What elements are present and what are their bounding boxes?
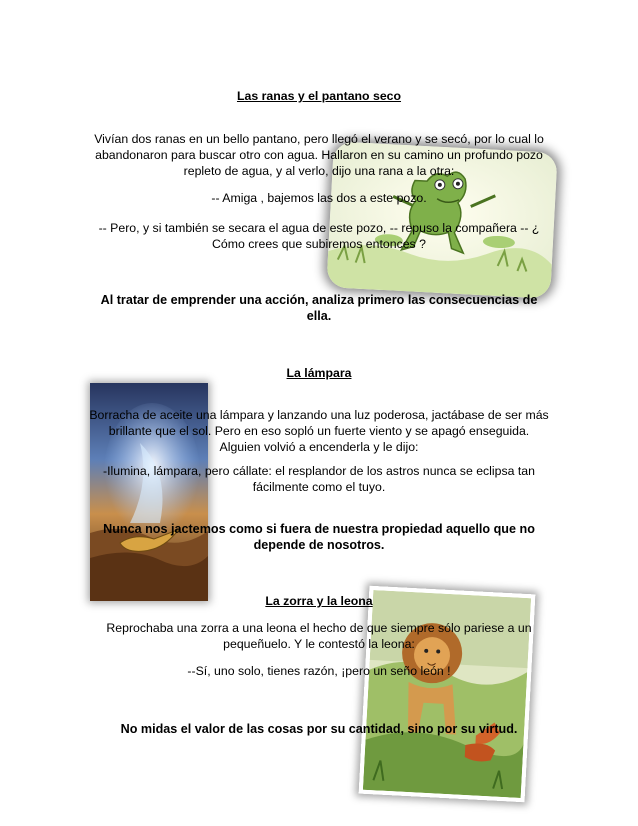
story-paragraph: Reprochaba una zorra a una leona el hecho de que siempre sólo pariese a un pequeñuelo. Y le contestó la leona: — [106, 621, 532, 651]
story-moral: Nunca nos jactemos como si fuera de nuestra propiedad aquello que no depende de nosotros. — [103, 522, 535, 552]
story-title: La lámpara — [286, 366, 352, 380]
story-title: Las ranas y el pantano seco — [236, 89, 402, 103]
story-paragraph: -- Pero, y si también se secara el agua de este pozo, -- repuso la compañera -- ¿ Cómo crees que subiremos entonces ? — [98, 221, 540, 251]
story-paragraph: --Sí, uno solo, tienes razón, ¡pero un seño león ! — [187, 664, 451, 678]
fox-lion-illustration — [359, 586, 536, 802]
story-moral: Al tratar de emprender una acción, analiza primero las consecuencias de ella. — [100, 293, 538, 323]
story-paragraph: Vivían dos ranas en un bello pantano, pero llegó el verano y se secó, por lo cual lo abandonaron para buscar otro con agua. Hallaron en su camino un profundo pozo repleto de agua, y al verlo, dijo una rana a la otra: — [94, 132, 544, 178]
story-paragraph: -- Amiga , bajemos las dos a este pozo. — [211, 191, 427, 205]
story-paragraph: Borracha de aceite una lámpara y lanzando una luz poderosa, jactábase de ser más brillante que el sol. Pero en eso sopló un fuerte viento y se apagó enseguida. Alguien volvió a encenderla y le dijo: — [89, 408, 549, 454]
story-moral: No midas el valor de las cosas por su cantidad, sino por su virtud. — [120, 722, 518, 736]
story-title: La zorra y la leona — [265, 594, 373, 608]
story-paragraph: -Ilumina, lámpara, pero cállate: el resplandor de los astros nunca se eclipsa tan fácilmente como el tuyo. — [103, 464, 535, 494]
